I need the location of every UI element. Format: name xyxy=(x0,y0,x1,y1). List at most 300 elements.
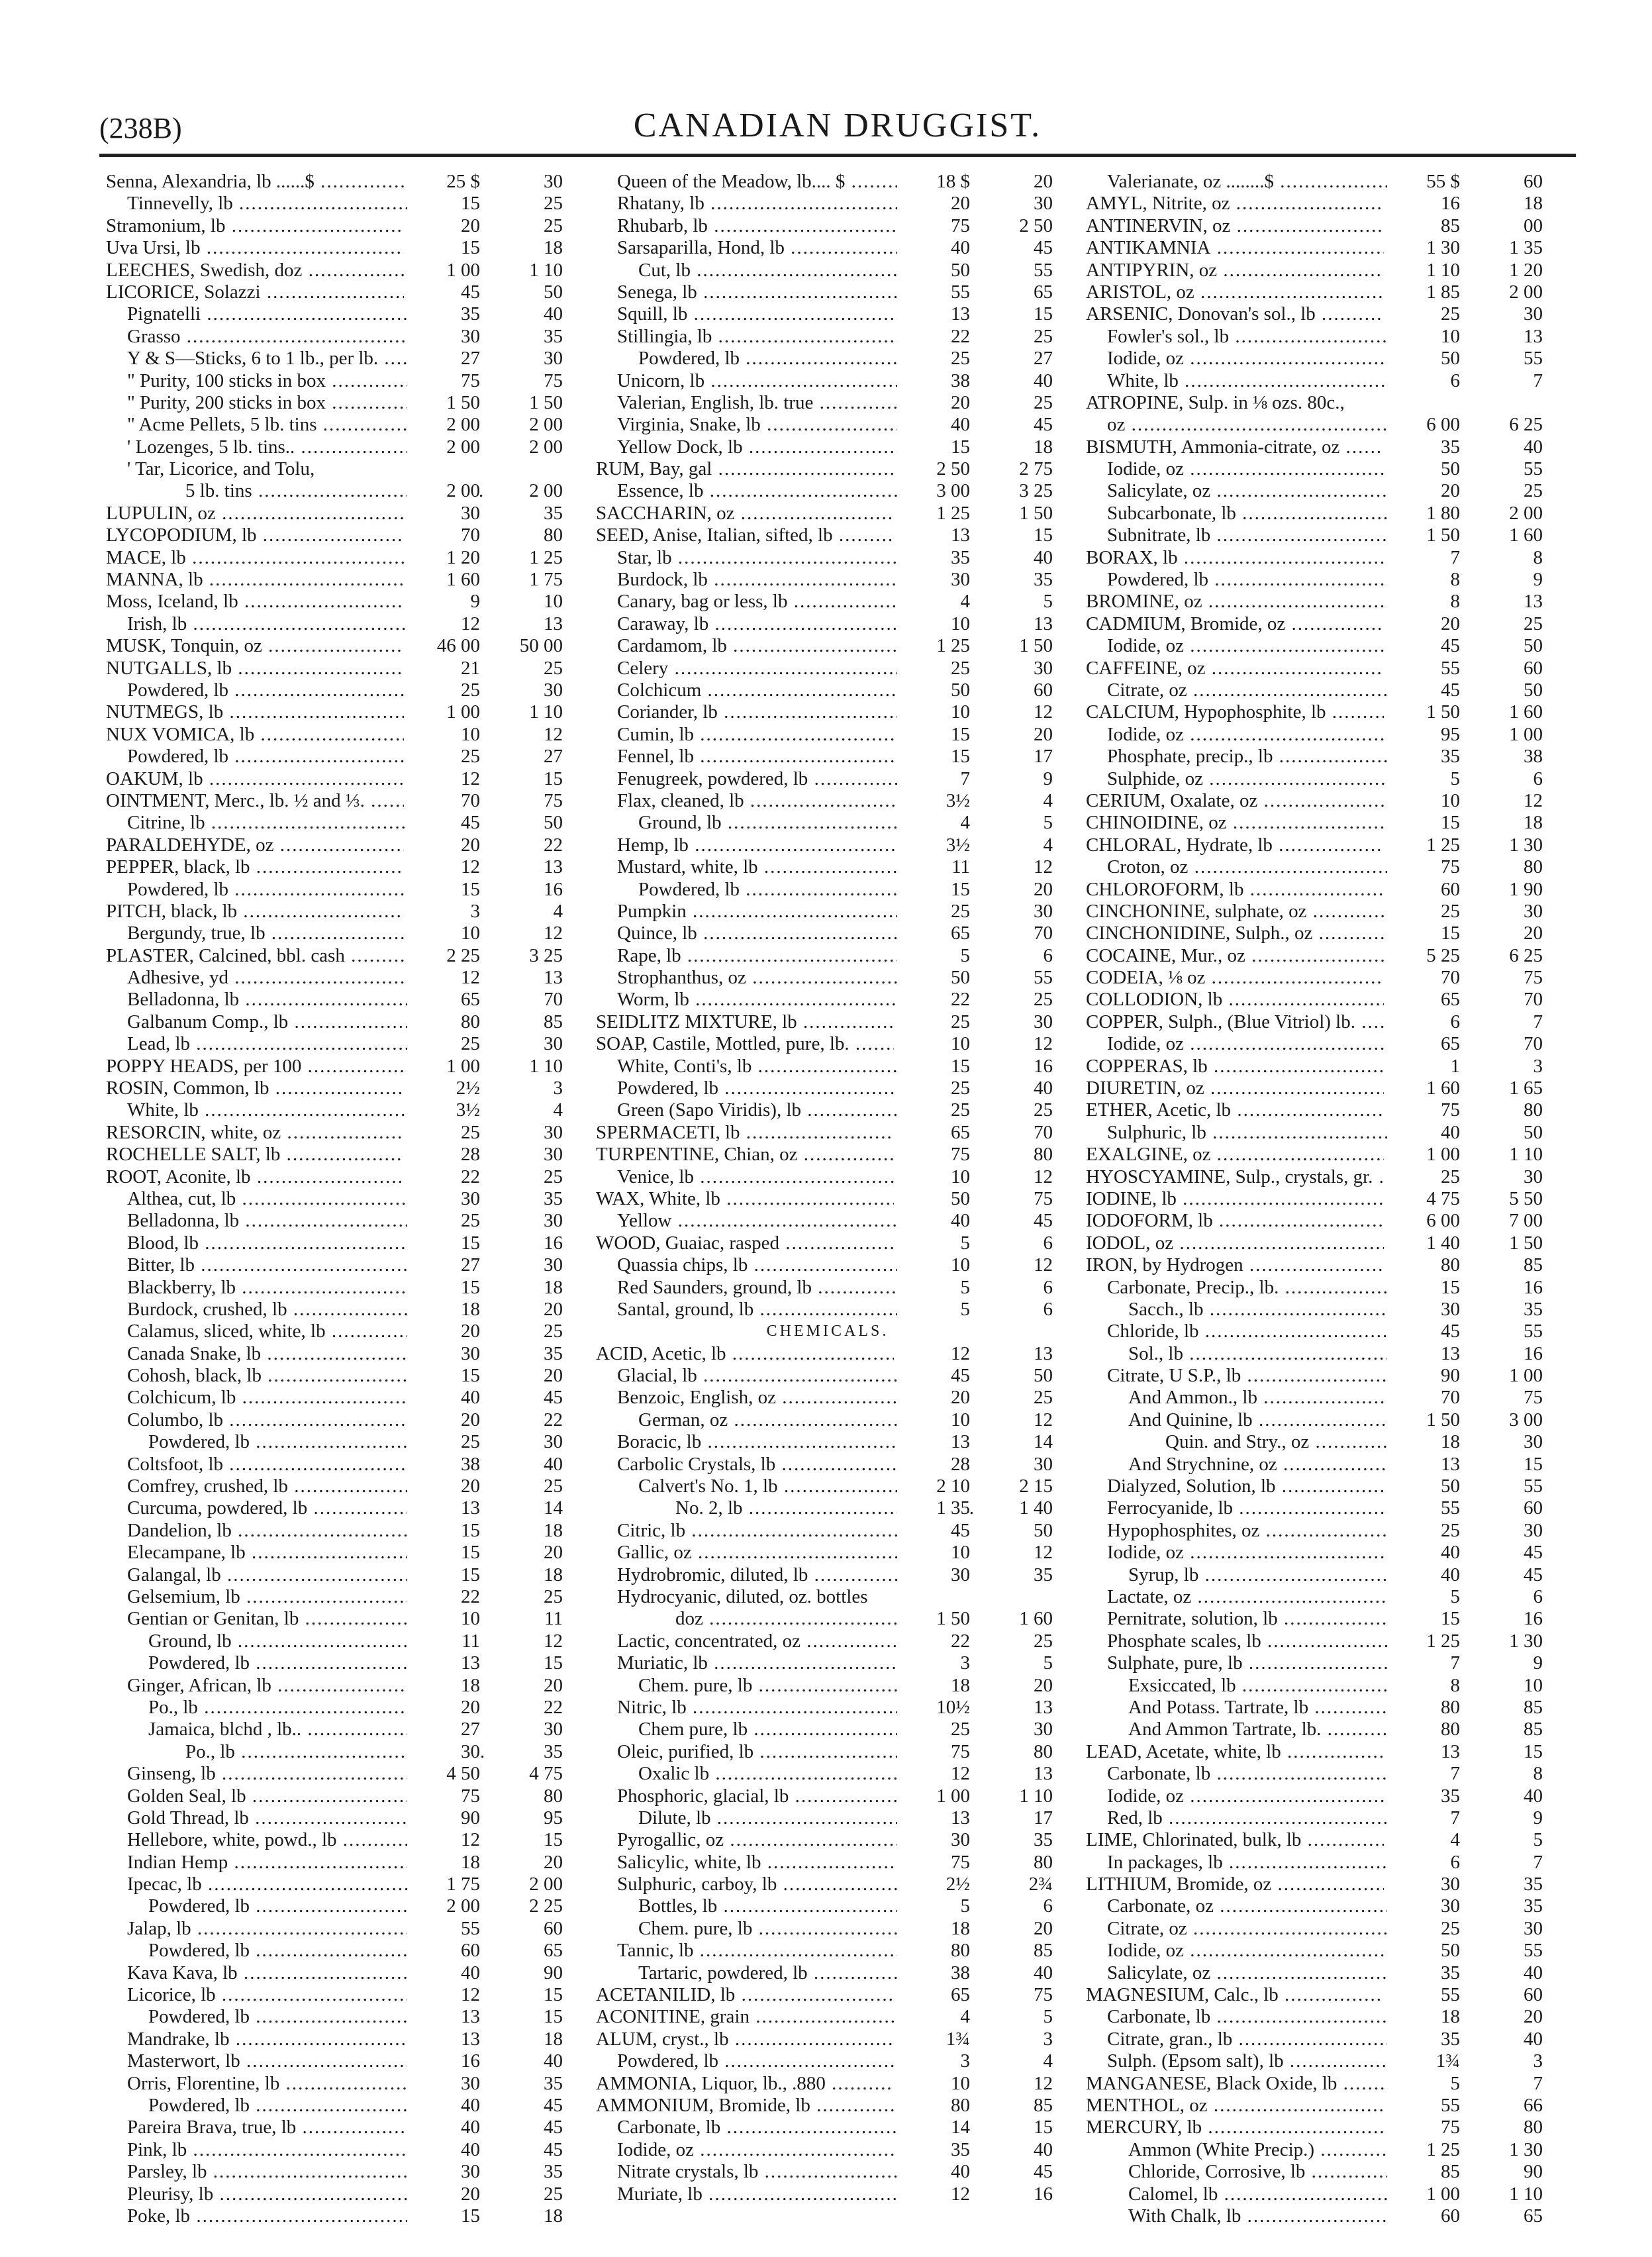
price-row xyxy=(596,1852,1059,1874)
price-row xyxy=(596,1586,1059,1608)
price-row xyxy=(1086,2006,1549,2028)
price-row xyxy=(1086,901,1549,923)
price-low: 35 xyxy=(407,303,480,325)
price-row xyxy=(596,2161,1059,2183)
price-low: 1¾ xyxy=(1387,2050,1460,2072)
price-row xyxy=(1086,1387,1549,1409)
price-high: 12 xyxy=(1034,1033,1053,1055)
price-row xyxy=(106,1763,569,1785)
price-high: 90 xyxy=(1524,2161,1543,2183)
price-high: 30 xyxy=(1034,1719,1053,1740)
item-label: Irish, lb ..... xyxy=(106,613,425,635)
price-low: 2 50 xyxy=(897,458,970,480)
price-high: 30 xyxy=(544,1719,563,1740)
price-row xyxy=(1086,1232,1549,1254)
price-row xyxy=(106,768,569,790)
price-row xyxy=(1086,1940,1549,1962)
price-row xyxy=(106,1232,569,1254)
item-label: Carbonate, lb ..... xyxy=(1086,1763,1405,1785)
item-label: Benzoic, English, oz ..... xyxy=(596,1387,915,1409)
item-label: OINTMENT, Merc., lb. ½ and ⅓. ..... xyxy=(106,790,404,812)
price-low: 13 xyxy=(897,1807,970,1829)
price-high: 15 xyxy=(544,768,563,789)
price-low: 1 50 xyxy=(1387,1409,1460,1431)
item-label: Blackberry, lb ..... xyxy=(106,1277,425,1299)
item-label: Strophanthus, oz ..... xyxy=(596,967,915,989)
price-row xyxy=(596,525,1059,546)
item-label: Sacch., lb ..... xyxy=(1086,1299,1426,1321)
price-column-1 xyxy=(106,171,569,2227)
price-low: 25 xyxy=(407,1033,480,1055)
price-low: 2 00 xyxy=(407,436,480,458)
price-high: 3 xyxy=(553,1078,563,1099)
price-high: 1 20 xyxy=(1509,259,1543,281)
price-row xyxy=(1086,458,1549,480)
price-low: 55 $ xyxy=(1387,171,1460,193)
item-label: Carbonate, Precip., lb. ..... xyxy=(1086,1277,1405,1299)
price-low: 25 xyxy=(1387,901,1460,923)
price-row xyxy=(596,2073,1059,2095)
item-label: Green (Sapo Viridis), lb ..... xyxy=(596,1099,915,1121)
item-label: ROCHELLE SALT, lb ..... xyxy=(106,1144,404,1166)
price-row xyxy=(596,856,1059,878)
price-low: 13 xyxy=(897,303,970,325)
price-high: 20 xyxy=(1034,1674,1053,1696)
price-low: 35 xyxy=(1387,1962,1460,1984)
item-label: Flax, cleaned, lb ..... xyxy=(596,790,915,812)
item-label: Colchicum, lb ..... xyxy=(106,1387,425,1409)
price-high: 5 xyxy=(1043,591,1053,613)
price-low: 80 xyxy=(1387,1697,1460,1719)
price-low: 1 60 xyxy=(1387,1078,1460,1099)
price-low: 18 xyxy=(407,1852,480,1874)
price-low: 18 xyxy=(1387,1431,1460,1453)
item-label: Hemp, lb ..... xyxy=(596,834,915,856)
price-row xyxy=(1086,215,1549,237)
price-low: 65 xyxy=(897,1984,970,2006)
price-high: 12 xyxy=(1034,2072,1053,2094)
price-high: 15 xyxy=(1524,1453,1543,1475)
price-high: 30 xyxy=(1524,900,1543,922)
price-low: 6 xyxy=(1387,1852,1460,1874)
item-label: Mustard, white, lb ..... xyxy=(596,856,915,878)
item-label: Fowler's sol., lb ..... xyxy=(1086,326,1405,348)
price-high: 80 xyxy=(1034,1740,1053,1762)
price-low: 20 xyxy=(1387,480,1460,502)
item-label: Phosphate scales, lb ..... xyxy=(1086,1630,1405,1652)
price-row xyxy=(106,746,569,768)
item-label: And Quinine, lb ..... xyxy=(1086,1409,1426,1431)
price-low: 21 xyxy=(407,658,480,679)
price-row xyxy=(596,303,1059,325)
price-low: 18 xyxy=(897,1918,970,1940)
price-row xyxy=(106,1652,569,1674)
price-row xyxy=(106,1874,569,1895)
price-low: 22 xyxy=(897,1630,970,1652)
price-low: 1 50 xyxy=(1387,525,1460,546)
price-low: 15 xyxy=(897,436,970,458)
item-label: Citrate, gran., lb ..... xyxy=(1086,2029,1405,2050)
price-row xyxy=(596,1254,1059,1276)
price-high: 50 xyxy=(544,281,563,303)
item-label: Tinnevelly, lb ..... xyxy=(106,193,425,215)
item-label: Unicorn, lb ..... xyxy=(596,370,915,392)
price-low: 10 xyxy=(407,1608,480,1630)
item-label: Quassia chips, lb ..... xyxy=(596,1254,915,1276)
price-low: 15 xyxy=(407,1542,480,1564)
price-high: 2 00 xyxy=(529,480,563,502)
price-row xyxy=(106,1918,569,1940)
item-label: Quin. and Stry., oz ..... xyxy=(1086,1431,1463,1453)
price-low: 30 xyxy=(407,2073,480,2095)
price-high: 2 25 xyxy=(529,1895,563,1917)
price-row xyxy=(1086,1962,1549,1984)
item-label: Pernitrate, solution, lb ..... xyxy=(1086,1608,1405,1630)
item-label: And Ammon Tartrate, lb. ..... xyxy=(1086,1719,1426,1740)
price-high: 3 xyxy=(1533,1055,1543,1077)
price-low: 70 xyxy=(1387,1387,1460,1409)
price-high: 35 xyxy=(1034,569,1053,591)
price-low: 30 xyxy=(407,326,480,348)
price-high: 80 xyxy=(544,1785,563,1807)
price-row xyxy=(596,1829,1059,1851)
price-high: 5 xyxy=(1043,812,1053,834)
price-high: 45 xyxy=(544,2117,563,2138)
price-low: 75 xyxy=(897,1852,970,1874)
price-row xyxy=(596,923,1059,944)
item-label: Calvert's No. 1, lb ..... xyxy=(596,1476,936,1497)
price-row xyxy=(596,392,1059,414)
item-label: CINCHONIDINE, Sulph., oz ..... xyxy=(1086,923,1384,944)
price-high: 6 25 xyxy=(1509,944,1543,966)
price-high: 2 00 xyxy=(529,1874,563,1895)
price-high: 18 xyxy=(1034,436,1053,458)
price-low: 15 xyxy=(407,1564,480,1586)
price-high: 2 15 xyxy=(1019,1476,1053,1497)
price-row xyxy=(1086,1497,1549,1519)
price-high: 30 xyxy=(1524,303,1543,325)
item-label: Sulphuric, lb ..... xyxy=(1086,1122,1405,1144)
price-low: 50 xyxy=(1387,1476,1460,1497)
item-label: doz ..... xyxy=(596,1608,973,1630)
price-row xyxy=(1086,171,1549,193)
price-row xyxy=(596,1719,1059,1740)
price-row xyxy=(596,945,1059,967)
price-row xyxy=(1086,1874,1549,1895)
item-label: ETHER, Acetic, lb ..... xyxy=(1086,1099,1384,1121)
price-low: 40 xyxy=(1387,1122,1460,1144)
price-high: 1 50 xyxy=(1019,635,1053,657)
price-high: 1 10 xyxy=(529,259,563,281)
item-label: Rape, lb ..... xyxy=(596,945,915,967)
item-label: Tartaric, powdered, lb ..... xyxy=(596,1962,936,1984)
price-low: 15 xyxy=(407,1520,480,1542)
price-row xyxy=(596,989,1059,1011)
item-label: Uva Ursi, lb ..... xyxy=(106,237,404,259)
price-row xyxy=(596,215,1059,237)
price-row xyxy=(106,1144,569,1166)
price-high: 5 xyxy=(1043,2006,1053,2028)
item-label: Fennel, lb ..... xyxy=(596,746,915,768)
price-low: 40 xyxy=(407,2095,480,2117)
item-label: Chem. pure, lb ..... xyxy=(596,1675,936,1697)
price-row xyxy=(1086,945,1549,967)
item-label: Valerian, English, lb. true ..... xyxy=(596,392,915,414)
price-high: 20 xyxy=(1034,1917,1053,1939)
price-high: 16 xyxy=(1034,1055,1053,1077)
price-low: 25 xyxy=(407,679,480,701)
price-low: 25 xyxy=(897,1719,970,1740)
item-label: NUTGALLS, lb ..... xyxy=(106,658,404,679)
item-label: Dialyzed, Solution, lb ..... xyxy=(1086,1476,1405,1497)
price-high: 50 00 xyxy=(519,635,563,657)
price-row xyxy=(596,1630,1059,1652)
price-row xyxy=(1086,724,1549,746)
price-high: 30 xyxy=(1524,1166,1543,1187)
price-row xyxy=(596,1033,1059,1055)
price-low: 10 xyxy=(897,701,970,723)
item-label: Subnitrate, lb ..... xyxy=(1086,525,1405,546)
price-low: 5 xyxy=(1387,1586,1460,1608)
price-high: 60 xyxy=(1524,171,1543,192)
item-label: 5 lb. tins ..... xyxy=(106,480,483,502)
price-high: 2 50 xyxy=(1019,215,1053,236)
price-high: 45 xyxy=(544,1387,563,1409)
price-low: 30 xyxy=(1387,1874,1460,1895)
price-low: 27 xyxy=(407,1254,480,1276)
price-low: 7 xyxy=(1387,1652,1460,1674)
price-high: 35 xyxy=(1034,1564,1053,1585)
price-high: 20 xyxy=(544,1365,563,1387)
price-high: 35 xyxy=(544,2072,563,2094)
item-label: Sulphate, pure, lb ..... xyxy=(1086,1652,1405,1674)
price-row xyxy=(596,1697,1059,1719)
price-row xyxy=(1086,2029,1549,2050)
item-label: Iodide, oz ..... xyxy=(596,2139,915,2161)
item-label: Valerianate, oz ........$ ..... xyxy=(1086,171,1405,193)
price-row xyxy=(1086,1763,1549,1785)
price-low: 35 xyxy=(1387,436,1460,458)
price-row xyxy=(106,989,569,1011)
price-high: 20 xyxy=(1524,923,1543,944)
item-label: Mandrake, lb ..... xyxy=(106,2029,425,2050)
price-low: 65 xyxy=(1387,989,1460,1011)
price-row xyxy=(596,1299,1059,1321)
price-low: 50 xyxy=(897,967,970,989)
price-low: 30 xyxy=(897,1829,970,1851)
price-low: 7 xyxy=(1387,547,1460,569)
item-label: Sol., lb ..... xyxy=(1086,1343,1426,1365)
price-low: 18 xyxy=(1387,2006,1460,2028)
price-low: 30 xyxy=(407,1343,480,1365)
item-label: Powdered, lb ..... xyxy=(106,679,425,701)
price-high: 13 xyxy=(1034,1342,1053,1364)
price-low: 5 xyxy=(897,1299,970,1321)
item-label: Fenugreek, powdered, lb ..... xyxy=(596,768,915,790)
price-row xyxy=(596,1675,1059,1697)
item-label: Grasso ..... xyxy=(106,326,425,348)
item-label: Colchicum ..... xyxy=(596,679,915,701)
price-low: 70 xyxy=(407,790,480,812)
item-label: Chem pure, lb ..... xyxy=(596,1719,936,1740)
item-label: MUSK, Tonquin, oz ..... xyxy=(106,635,404,657)
price-low: 15 xyxy=(407,1365,480,1387)
price-row xyxy=(106,193,569,215)
price-row xyxy=(1086,1431,1549,1453)
price-row xyxy=(1086,1299,1549,1321)
item-label: Salicylic, white, lb ..... xyxy=(596,1852,915,1874)
price-high: 3 25 xyxy=(1019,480,1053,502)
price-row xyxy=(596,1497,1059,1519)
price-low: 2 25 xyxy=(407,945,480,967)
item-label: SPERMACETI, lb ..... xyxy=(596,1122,894,1144)
price-high: 70 xyxy=(1034,1121,1053,1143)
price-high: 25 xyxy=(544,1321,563,1342)
price-low: 90 xyxy=(407,1807,480,1829)
price-high: 45 xyxy=(1524,1542,1543,1564)
price-row xyxy=(596,260,1059,281)
price-row xyxy=(1086,1829,1549,1851)
price-row xyxy=(596,2050,1059,2072)
price-high: 13 xyxy=(1524,591,1543,613)
price-row xyxy=(106,1520,569,1542)
item-label: Carbonate, lb ..... xyxy=(1086,2006,1405,2028)
price-row xyxy=(596,436,1059,458)
item-label: Muriatic, lb ..... xyxy=(596,1652,915,1674)
price-high: 30 xyxy=(544,1254,563,1276)
price-low: 5 xyxy=(897,1232,970,1254)
price-row xyxy=(106,436,569,458)
price-row xyxy=(596,348,1059,370)
price-row xyxy=(106,171,569,193)
item-label: Blood, lb ..... xyxy=(106,1232,425,1254)
price-row xyxy=(1086,790,1549,812)
price-low: 20 xyxy=(407,215,480,237)
price-row xyxy=(596,1409,1059,1431)
price-low: 1 80 xyxy=(1387,503,1460,525)
item-label: Glacial, lb ..... xyxy=(596,1365,915,1387)
price-high: 45 xyxy=(544,2138,563,2160)
price-low: 1 50 xyxy=(897,1608,970,1630)
item-label: MANGANESE, Black Oxide, lb ..... xyxy=(1086,2073,1384,2095)
price-high: 1 00 xyxy=(1509,723,1543,745)
item-label: Iodide, oz ..... xyxy=(1086,1940,1405,1962)
item-label: Lead, lb ..... xyxy=(106,1033,425,1055)
item-label: Stillingia, lb ..... xyxy=(596,326,915,348)
price-high: 60 xyxy=(1524,1984,1543,2006)
price-row xyxy=(1086,480,1549,502)
item-label: Kava Kava, lb ..... xyxy=(106,1962,425,1984)
price-row xyxy=(106,701,569,723)
price-low: 75 xyxy=(897,215,970,237)
item-label: " Purity, 100 sticks in box ..... xyxy=(106,370,425,392)
price-row xyxy=(596,1343,1059,1365)
item-label: AMMONIUM, Bromide, lb ..... xyxy=(596,2095,894,2117)
item-label: Senna, Alexandria, lb ......$ ..... xyxy=(106,171,404,193)
price-row xyxy=(106,1277,569,1299)
price-row xyxy=(1086,1409,1549,1431)
price-row xyxy=(106,1056,569,1078)
price-low: 75 xyxy=(897,1741,970,1763)
item-label: RUM, Bay, gal ..... xyxy=(596,458,894,480)
item-label: IODINE, lb ..... xyxy=(1086,1188,1384,1210)
price-high: 13 xyxy=(544,967,563,989)
item-label: CHLORAL, Hydrate, lb ..... xyxy=(1086,834,1384,856)
price-row xyxy=(1086,1741,1549,1763)
price-row xyxy=(106,1852,569,1874)
price-high: 40 xyxy=(1524,2028,1543,2050)
price-low: 7 xyxy=(1387,1807,1460,1829)
price-high: 25 xyxy=(1034,325,1053,347)
item-label: Hydrobromic, diluted, lb ..... xyxy=(596,1564,915,1586)
price-high: 9 xyxy=(1533,569,1543,591)
price-row xyxy=(596,1078,1059,1099)
price-low: 75 xyxy=(1387,856,1460,878)
price-low: 85 xyxy=(1387,215,1460,237)
price-high: 20 xyxy=(544,1674,563,1696)
price-low: 55 xyxy=(1387,1984,1460,2006)
price-high: 13 xyxy=(1034,1696,1053,1718)
price-row xyxy=(596,1763,1059,1785)
price-row xyxy=(596,2029,1059,2050)
price-row xyxy=(1086,923,1549,944)
price-low: 15 xyxy=(1387,812,1460,834)
price-row xyxy=(106,1409,569,1431)
price-high: 30 xyxy=(1524,1917,1543,1939)
price-row xyxy=(106,1497,569,1519)
price-low: 22 xyxy=(407,1166,480,1188)
item-label: BROMINE, oz ..... xyxy=(1086,591,1384,613)
price-low: 55 xyxy=(1387,2095,1460,2117)
price-high: 50 xyxy=(1034,1519,1053,1541)
price-row xyxy=(1086,392,1549,414)
price-low: 13 xyxy=(1387,1343,1460,1365)
price-low: 65 xyxy=(1387,1033,1460,1055)
price-low: 18 $ xyxy=(897,171,970,193)
price-low: 30 xyxy=(897,569,970,591)
price-low: 1 00 xyxy=(1387,2183,1460,2205)
price-high: 75 xyxy=(1034,1187,1053,1209)
item-label: CINCHONINE, sulphate, oz ..... xyxy=(1086,901,1384,923)
item-label: Hydrocyanic, diluted, oz. bottles xyxy=(617,1586,868,1607)
price-high: 70 xyxy=(544,989,563,1011)
price-low: 20 xyxy=(897,1387,970,1409)
price-low: 12 xyxy=(407,967,480,989)
price-low: 6 00 xyxy=(1387,1210,1460,1232)
price-row xyxy=(596,1122,1059,1144)
price-row xyxy=(106,1630,569,1652)
price-high: 16 xyxy=(1524,1342,1543,1364)
price-row xyxy=(1086,2205,1549,2227)
price-high: 9 xyxy=(1533,1652,1543,1674)
item-label: CODEIA, ⅛ oz ..... xyxy=(1086,967,1384,989)
price-low: 7 xyxy=(897,768,970,790)
item-label: Powdered, lb ..... xyxy=(106,2006,446,2028)
price-row xyxy=(106,834,569,856)
price-low: 6 00 xyxy=(1387,414,1460,436)
price-high: 1 75 xyxy=(529,569,563,591)
price-high: 20 xyxy=(1524,2006,1543,2028)
item-label: Santal, ground, lb ..... xyxy=(596,1299,915,1321)
price-row xyxy=(596,1210,1059,1232)
price-high: 60 xyxy=(1524,657,1543,679)
price-high: 1 10 xyxy=(529,701,563,723)
item-label: Powdered, lb ..... xyxy=(106,1431,446,1453)
price-high: 85 xyxy=(1524,1719,1543,1740)
price-row xyxy=(106,790,569,812)
price-high: 1 10 xyxy=(1019,1785,1053,1807)
price-high: 16 xyxy=(1524,1276,1543,1298)
